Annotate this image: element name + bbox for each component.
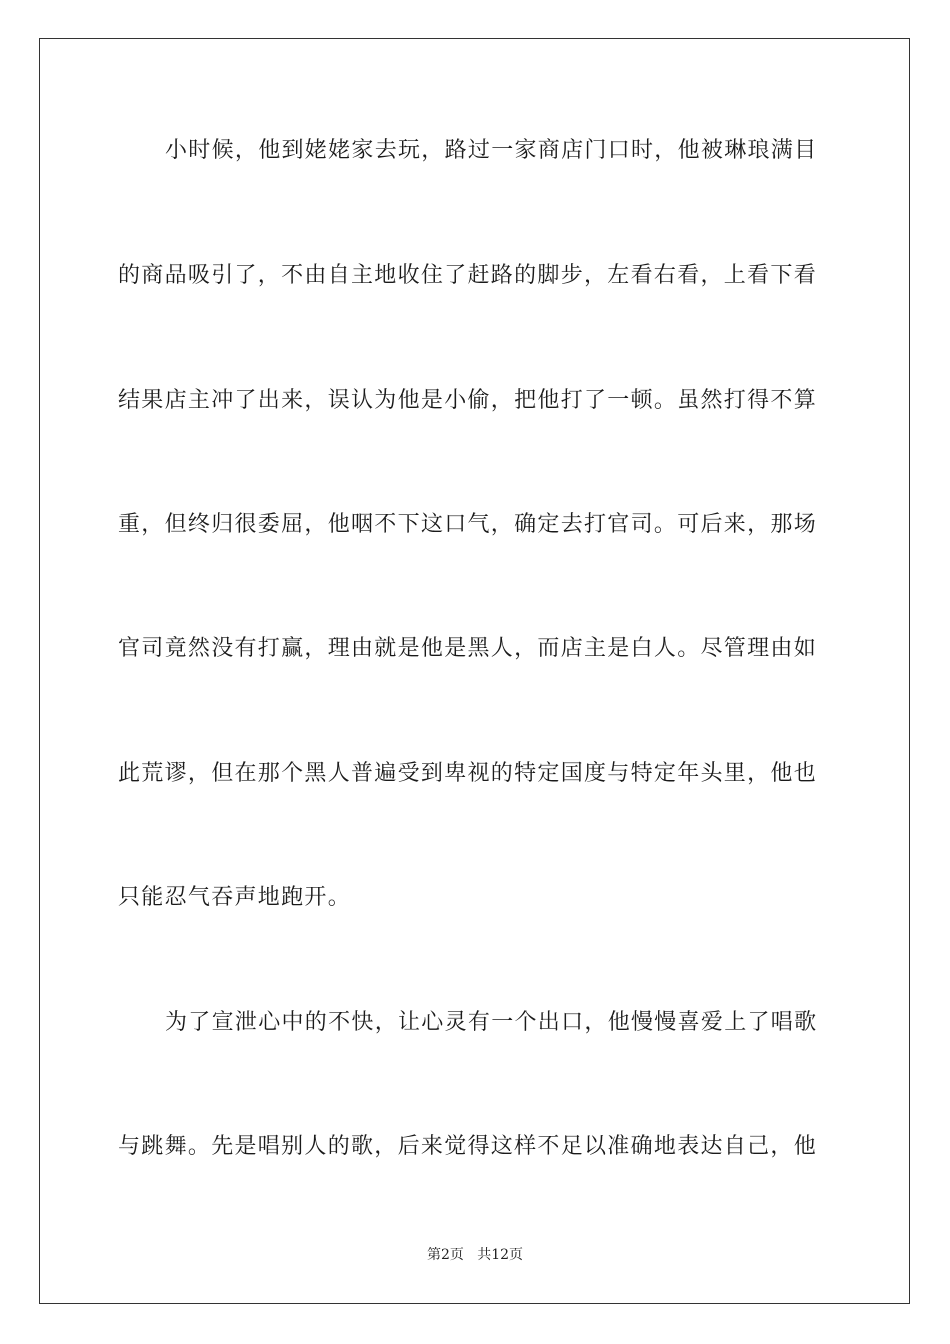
page-number-footer: 第2页 共12页 xyxy=(426,1247,524,1263)
paragraph-line: 小时候，他到姥姥家去玩，路过一家商店门口时，他被琳琅满目 xyxy=(165,138,818,163)
paragraph-line: 结果店主冲了出来，误认为他是小偷，把他打了一顿。虽然打得不算 xyxy=(118,388,818,413)
paragraph-line: 的商品吸引了，不由自主地收住了赶路的脚步，左看右看，上看下看 xyxy=(118,263,818,288)
page-border xyxy=(39,38,910,1304)
paragraph-line: 为了宣泄心中的不快，让心灵有一个出口，他慢慢喜爱上了唱歌 xyxy=(165,1010,818,1035)
paragraph-line: 官司竟然没有打赢，理由就是他是黑人，而店主是白人。尽管理由如 xyxy=(118,636,818,661)
paragraph-line: 只能忍气吞声地跑开。 xyxy=(118,885,352,910)
paragraph-line: 重，但终归很委屈，他咽不下这口气，确定去打官司。可后来，那场 xyxy=(118,512,818,537)
paragraph-line: 与跳舞。先是唱别人的歌，后来觉得这样不足以准确地表达自己，他 xyxy=(118,1134,818,1159)
paragraph-line: 此荒谬，但在那个黑人普遍受到卑视的特定国度与特定年头里，他也 xyxy=(118,761,818,786)
